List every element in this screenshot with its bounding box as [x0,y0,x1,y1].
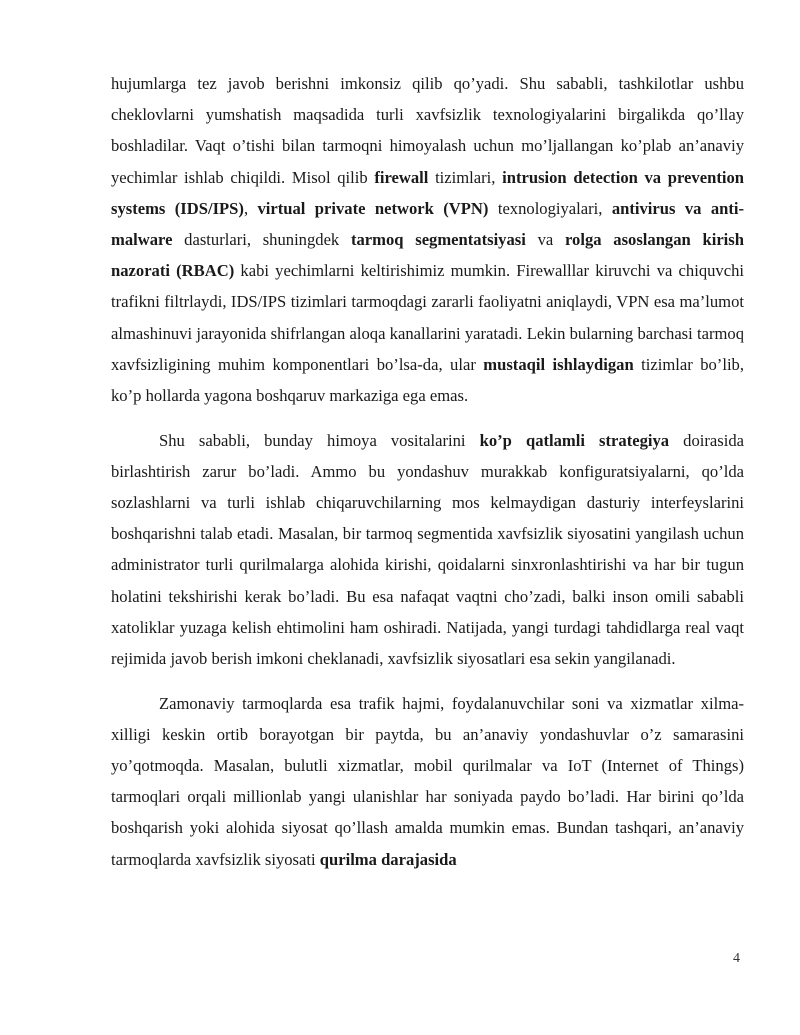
paragraph [111,688,744,875]
text-run: , [243,198,258,218]
paragraph [111,68,744,411]
text-run: doirasida birlashtirish zarur bo’ladi. Ammo bu yondashuv murakkab konfiguratsiyalarni, qo’lda sozlashlarni va turli ishlab chiqaruvchilarning mos kelmaydigan dasturiy interfeyslarini boshqarishni talab etadi. Masalan, bir tarmoq segmentida xavfsizlik siyosatini yangilash uchun administrator turli qurilmalarga alohida kirishi, qoidalarni sinxronlashtirishi va har bir tugun holatini tekshirishi kerak bo’ladi. Bu esa nafaqat vaqtni cho’zadi, balki inson omili sababli xatoliklar yuzaga kelish ehtimolini ham oshiradi. Natijada, yangi turdagi tahdidlarga real vaqt rejimida javob berish imkoni cheklanadi, xavfsizlik siyosatlari esa sekin yangilanadi. [111,430,744,669]
paragraph [111,425,744,675]
text-run: Zamonaviy tarmoqlarda esa trafik hajmi, foydalanuvchilar soni va xizmatlar xilma-xilligi keskin ortib borayotgan bir paytda, bu an’anaviy yondashuvlar o’z samarasini yo’qotmoqda. Masalan, bulutli xizmatlar, mobil qurilmalar va IoT (Internet of Things) tarmoqlari orqali millionlab yangi ulanishlar har soniyada paydo bo’ladi. Har birini qo’lda boshqarish yoki alohida siyosat qo’llash amalda mumkin emas. Bundan tashqari, an’anaviy tarmoqlarda xavfsizlik siyosati [111,693,744,869]
bold-term: virtual private network (VPN) [257,198,489,218]
text-run: tizimlari, [428,167,503,187]
text-run: kabi yechimlarni keltirishimiz mumkin. Firewalllar kiruvchi va chiquvchi trafikni filtrlaydi, IDS/IPS tizimlari tarmoqdagi zararli faoliyatni aniqlaydi, VPN esa ma’lumot almashinuvi jarayonida shifrlangan aloqa kanallarini yaratadi. Lekin bularning barchasi tarmoq xavfsizligining muhim komponentlari bo’lsa-da, ular [111,261,744,374]
body-text [111,68,744,875]
bold-term: antivirus va anti-malware [111,198,745,250]
page-number: 4 [733,951,740,966]
text-run: dasturlari, shuningdek [172,230,351,250]
bold-term: mustaqil ishlaydigan [483,354,634,374]
text-run: tizimlar bo’lib, ko’p hollarda yagona boshqaruv markaziga ega emas. [111,354,744,406]
bold-term: ko’p qatlamli strategiya [479,430,670,450]
text-run: Shu sababli, bunday himoya vositalarini [159,430,480,450]
bold-term: qurilma darajasida [319,849,457,869]
bold-term: rolga asoslangan kirish nazorati (RBAC) [111,230,744,281]
text-run: texnologiyalari, [488,198,612,218]
bold-term: tarmoq segmentatsiyasi [350,230,526,250]
text-run: hujumlarga tez javob berishni imkonsiz qilib qo’yadi. Shu sababli, tashkilotlar ushbu cheklovlarni yumshatish maqsadida turli xavfsizlik texnologiyalarini birgalikda qo’llay boshladilar. Vaqt o’tishi bilan tarmoqni himoyalash uchun mo’ljallangan ko’plab an’anaviy yechimlar ishlab chiqildi. Misol qilib [111,74,744,187]
text-run: va [525,230,565,250]
bold-term: firewall [374,167,429,187]
bold-term: intrusion detection va prevention systems (IDS/IPS) [111,167,744,218]
